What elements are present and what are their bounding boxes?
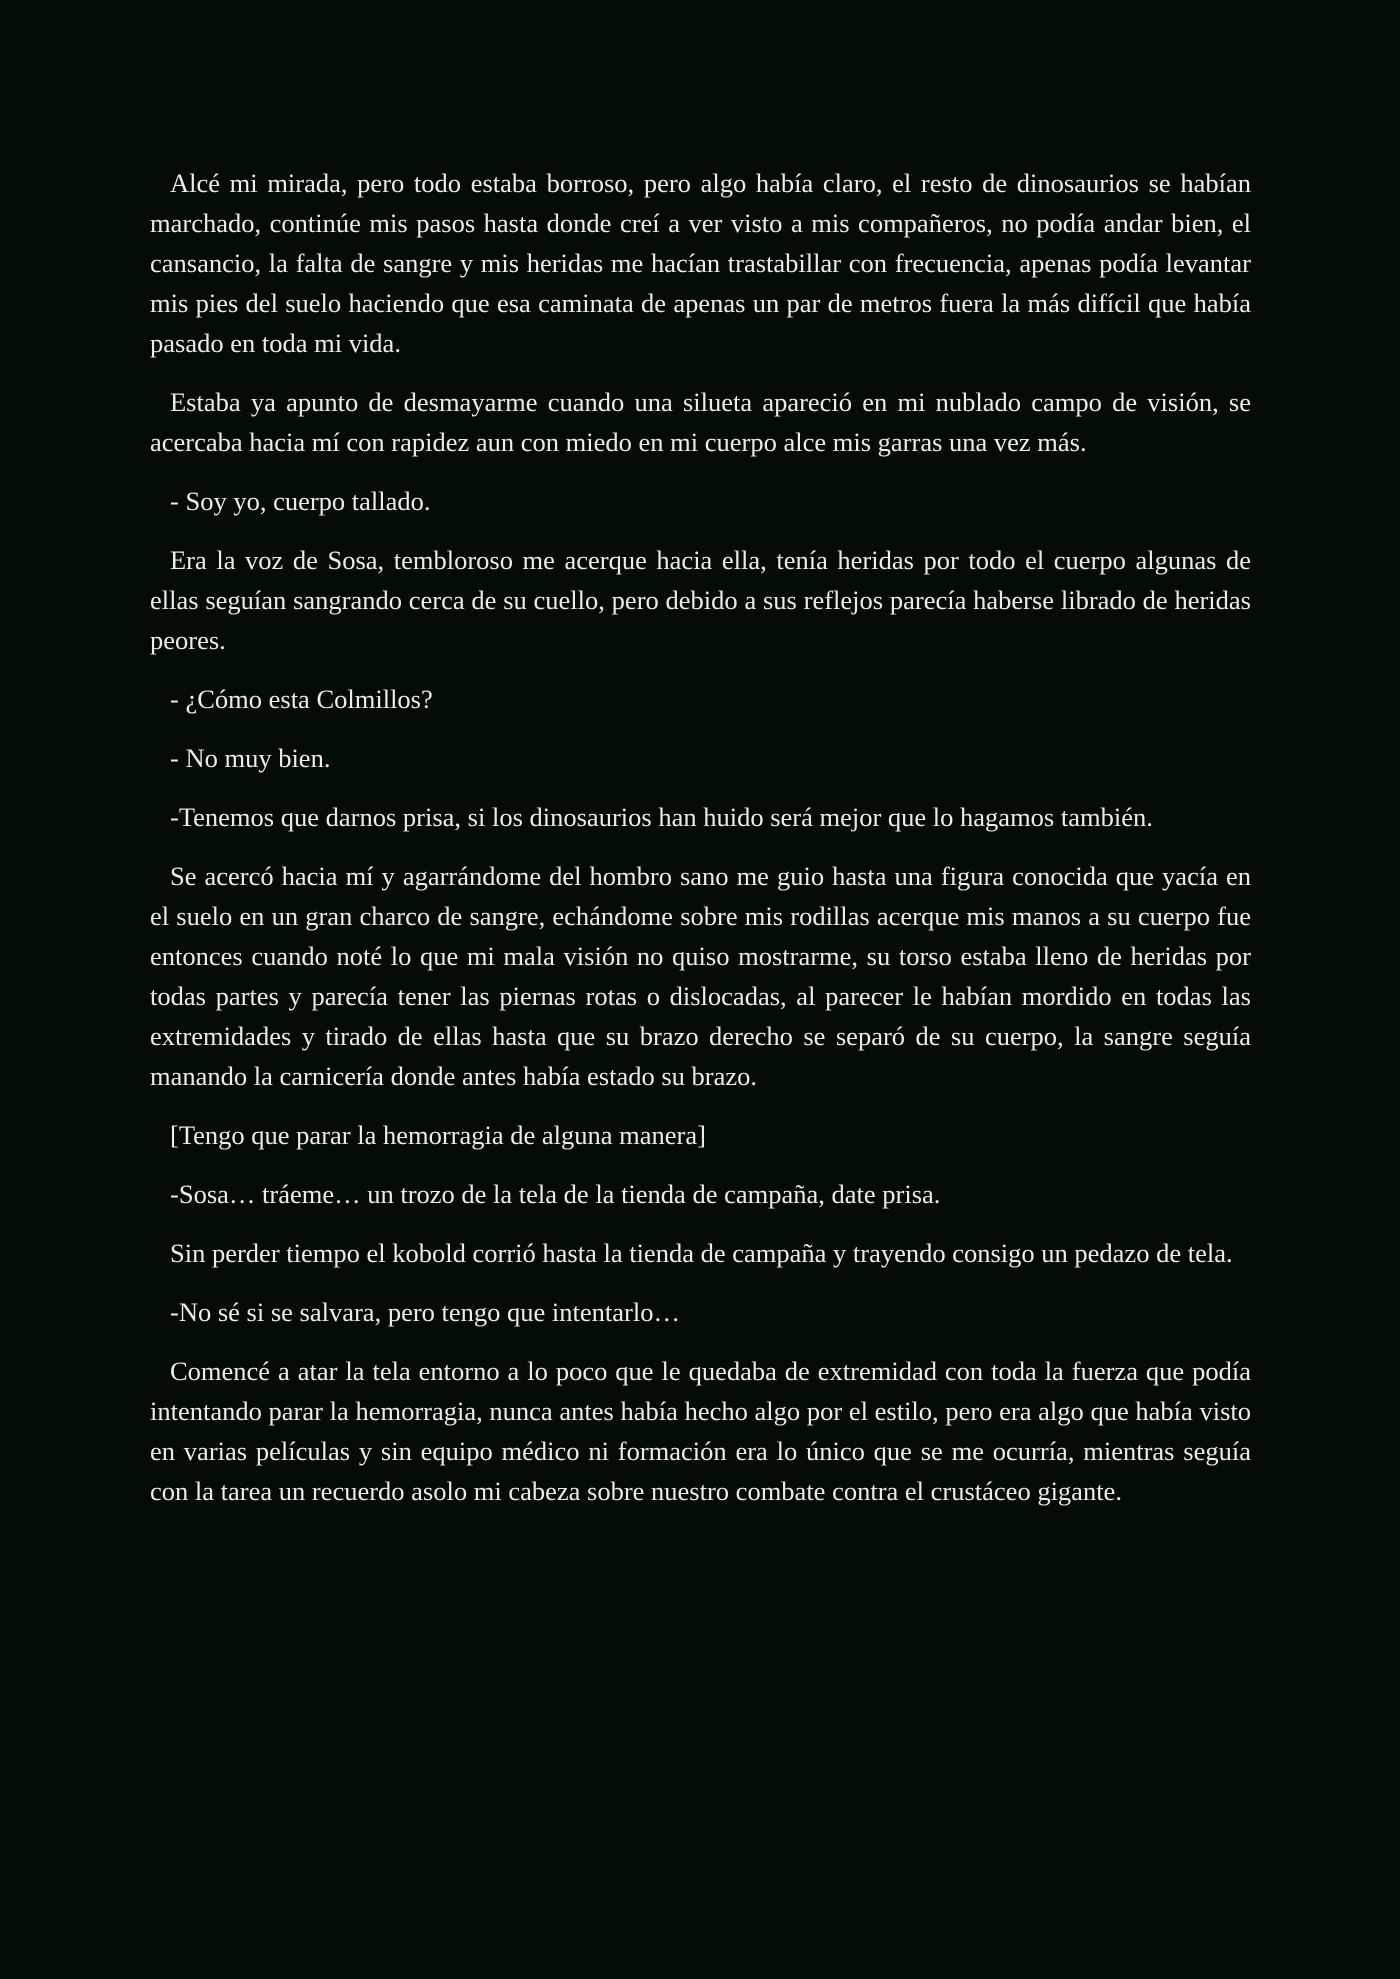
- paragraph-2: Estaba ya apunto de desmayarme cuando una silueta apareció en mi nublado campo de visión, se acercaba hacia mí con rapidez aun con miedo en mi cuerpo alce mis garras una vez más.: [150, 387, 1251, 457]
- paragraph-4: Se acercó hacia mí y agarrándome del hombro sano me guio hasta una figura conocida que yacía en el suelo en un gran charco de sangre, echándome sobre mis rodillas acerque mis manos a su cuerpo fue entonces cuando noté lo que mi mala visión no quiso mostrarme, su torso estaba lleno de heridas por todas partes y parecía tener las piernas rotas o dislocadas, al parecer le habían mordido en todas las extremidades y tirado de ellas hasta que su brazo derecho se separó de su cuerpo, la sangre seguía manando la carnicería donde antes había estado su brazo.: [150, 861, 1251, 1091]
- thought-line: [Tengo que parar la hemorragia de alguna manera]: [170, 1120, 706, 1150]
- paragraph-3: Era la voz de Sosa, tembloroso me acerque hacia ella, tenía heridas por todo el cuerpo algunas de ellas seguían sangrando cerca de su cuello, pero debido a sus reflejos parecía haberse librado de heridas peores.: [150, 545, 1251, 655]
- dialogue-line-2: - ¿Cómo esta Colmillos?: [170, 684, 433, 714]
- document-page: [150, 163, 1251, 1530]
- paragraph-6: Comencé a atar la tela entorno a lo poco que le quedaba de extremidad con toda la fuerza que podía intentando parar la hemorragia, nunca antes había hecho algo por el estilo, pero era algo que había visto en varias películas y sin equipo médico ni formación era lo único que se me ocurría, mientras seguía con la tarea un recuerdo asolo mi cabeza sobre nuestro combate contra el crustáceo gigante.: [150, 1356, 1251, 1506]
- dialogue-line-6: -No sé si se salvara, pero tengo que intentarlo…: [170, 1297, 680, 1327]
- dialogue-line-3: - No muy bien.: [170, 743, 331, 773]
- paragraph-1: Alcé mi mirada, pero todo estaba borroso, pero algo había claro, el resto de dinosaurios se habían marchado, continúe mis pasos hasta donde creí a ver visto a mis compañeros, no podía andar bien, el cansancio, la falta de sangre y mis heridas me hacían trastabillar con frecuencia, apenas podía levantar mis pies del suelo haciendo que esa caminata de apenas un par de metros fuera la más difícil que había pasado en toda mi vida.: [150, 168, 1251, 358]
- dialogue-line-4: -Tenemos que darnos prisa, si los dinosaurios han huido será mejor que lo hagamos también.: [170, 802, 1153, 832]
- paragraph-5: Sin perder tiempo el kobold corrió hasta la tienda de campaña y trayendo consigo un pedazo de tela.: [170, 1238, 1233, 1268]
- dialogue-line-5: -Sosa… tráeme… un trozo de la tela de la tienda de campaña, date prisa.: [170, 1179, 941, 1209]
- dialogue-line-1: - Soy yo, cuerpo tallado.: [170, 486, 431, 516]
